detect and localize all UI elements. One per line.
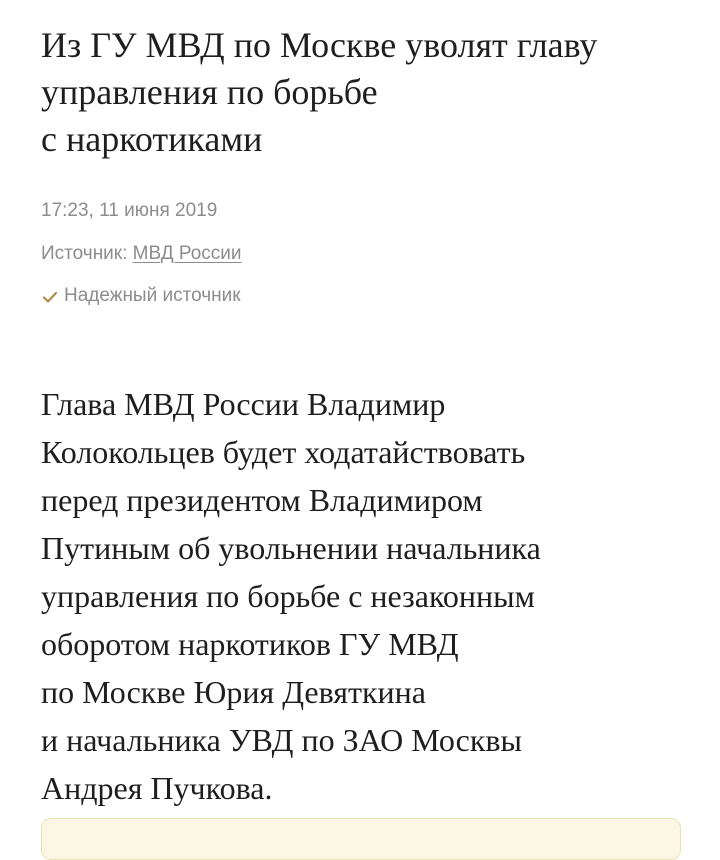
verified-source-row xyxy=(41,284,241,308)
source-label: Источник: xyxy=(41,243,128,264)
article-headline: Из ГУ МВД по Москве уволят главу управления по борьбе с наркотиками xyxy=(41,25,598,159)
check-icon xyxy=(41,288,59,304)
article-timestamp: 17:23, 11 июня 2019 xyxy=(41,200,218,221)
next-card-preview[interactable] xyxy=(41,818,681,860)
news-article xyxy=(41,22,691,806)
source-row xyxy=(41,242,242,266)
article-body: Глава МВД России Владимир Колокольцев будет ходатайствовать перед президентом Владимиром Путиным об увольнении начальника управления по борьбе с незаконным оборотом наркотиков ГУ МВД по Москве Юрия Девяткина и начальника УВД по ЗАО Москвы Андрея Пучкова. xyxy=(41,386,541,806)
verified-label: Надежный источник xyxy=(64,285,241,306)
source-link[interactable]: МВД России xyxy=(132,243,242,264)
